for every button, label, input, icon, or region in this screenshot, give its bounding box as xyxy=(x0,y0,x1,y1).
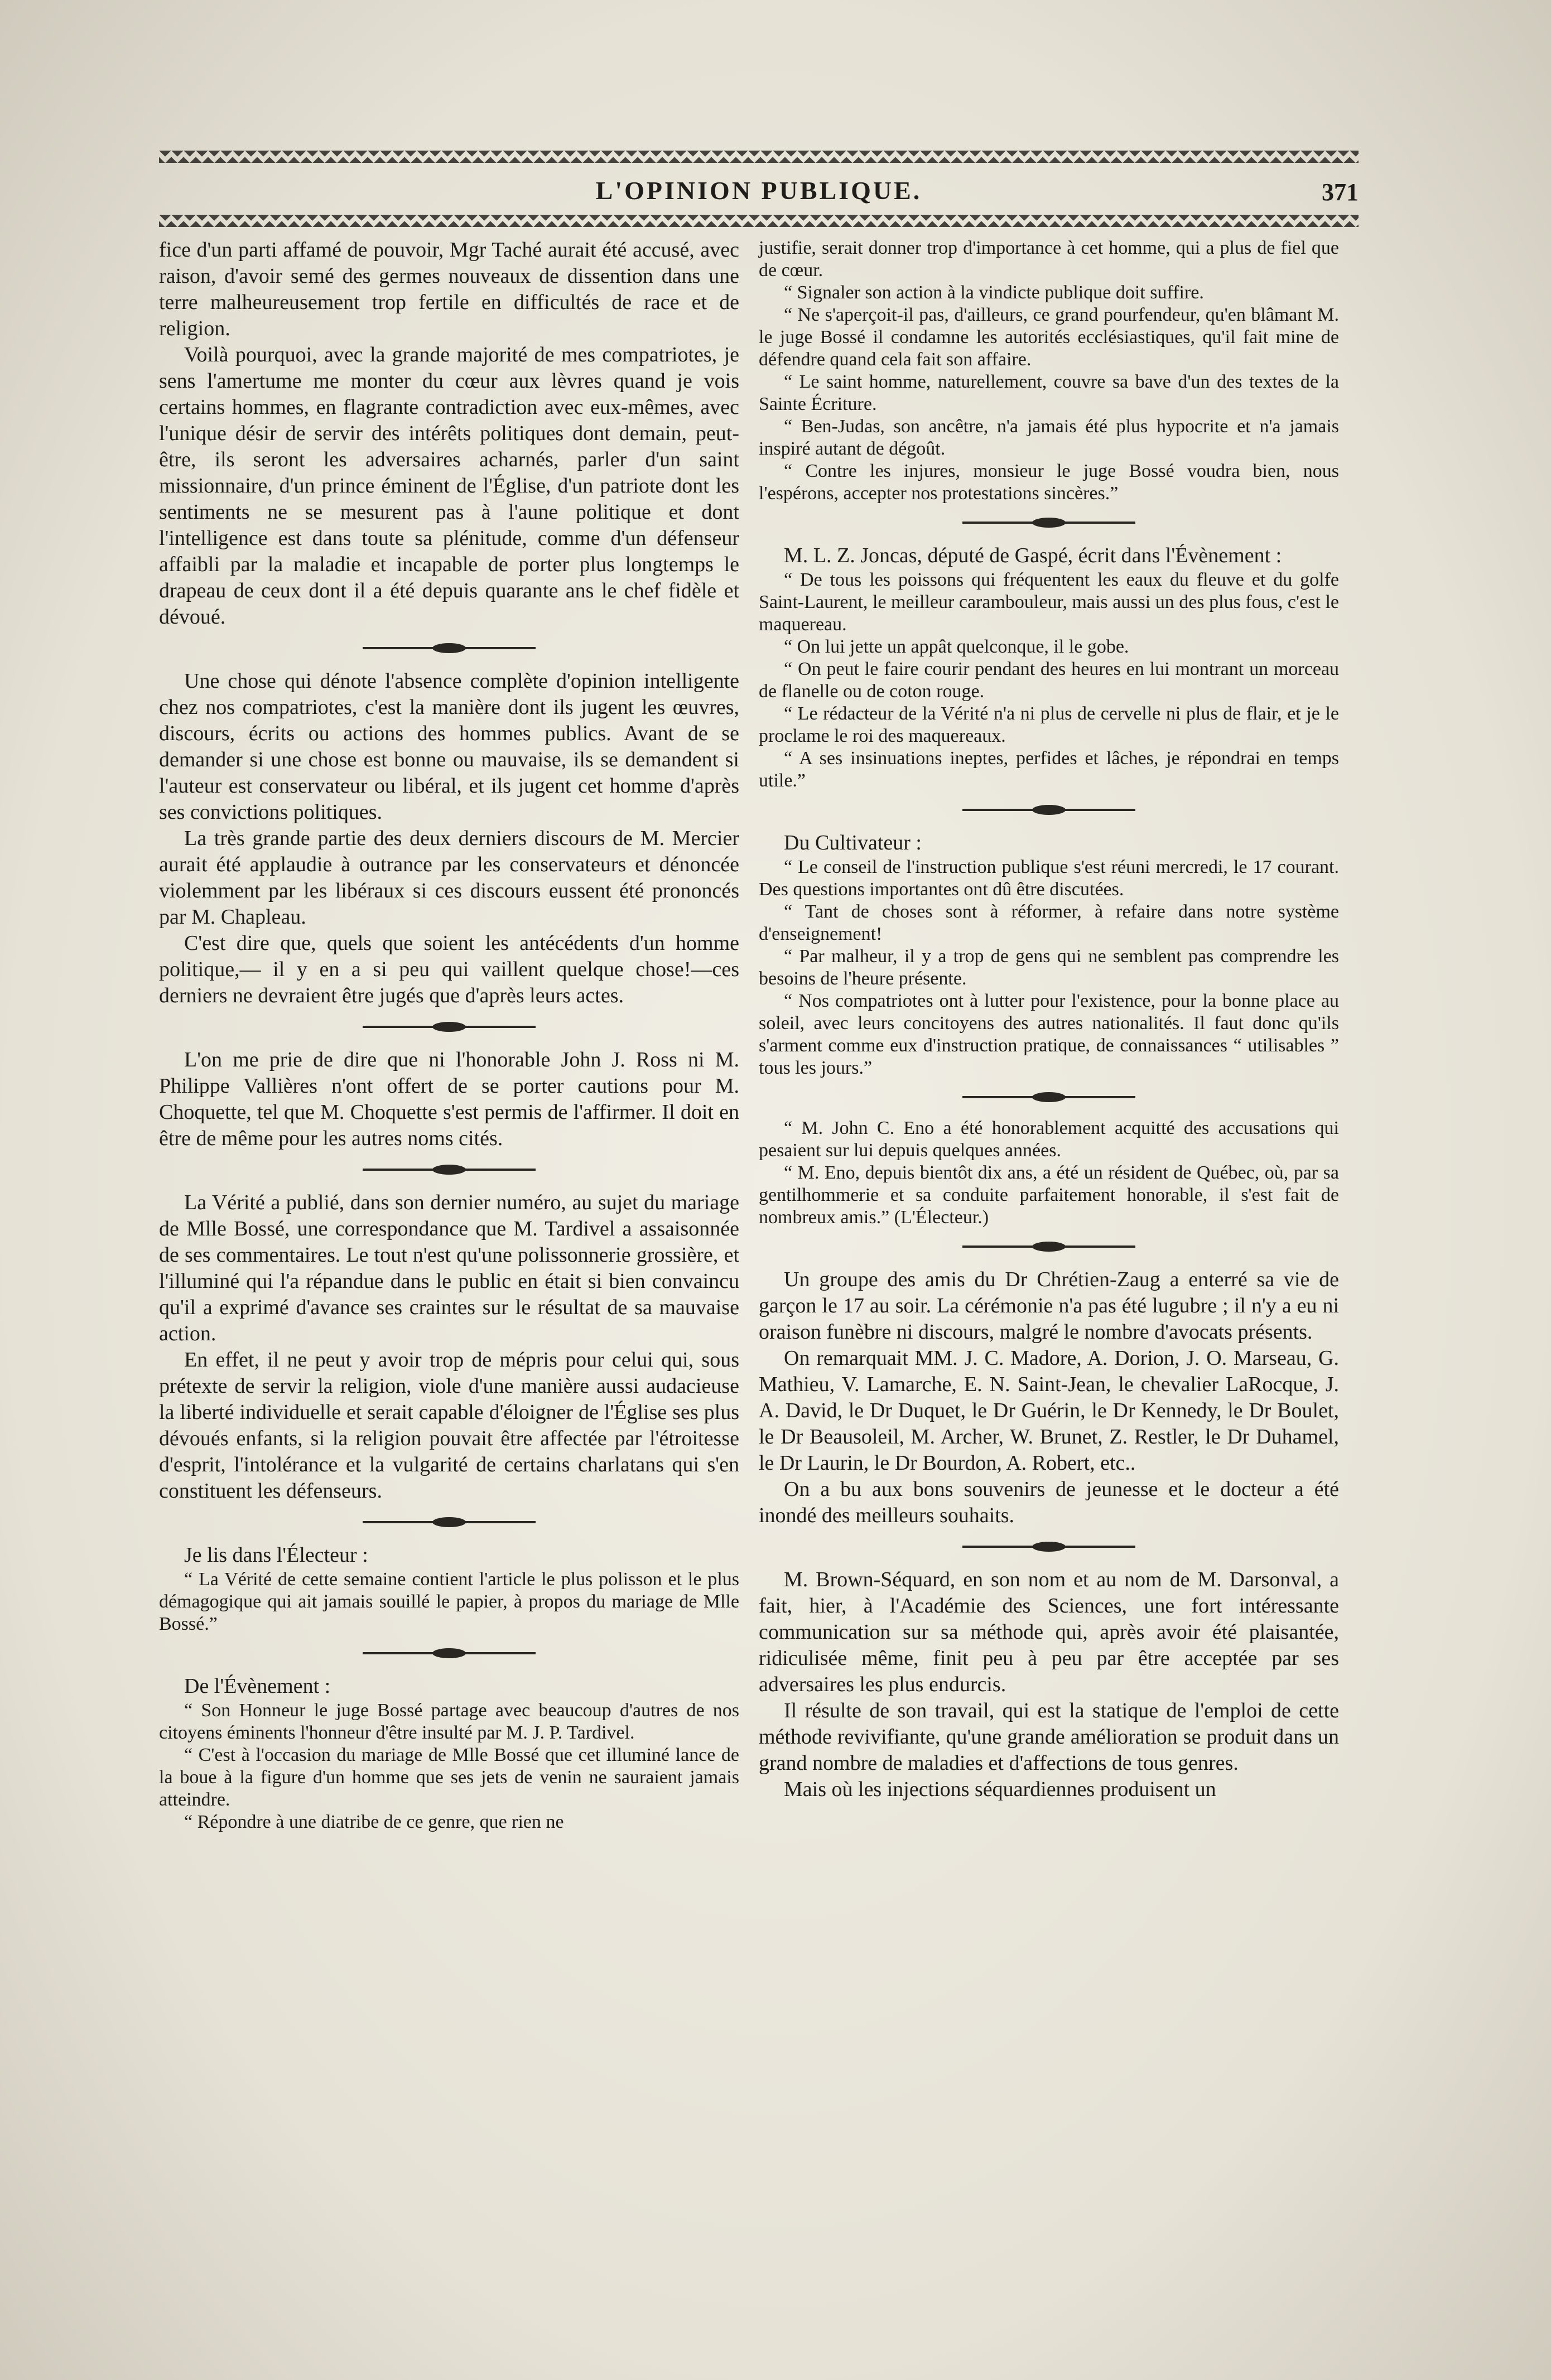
article-paragraph: “ Par malheur, il y a trop de gens qui ne semblent pas comprendre les besoins de l'heure présente. xyxy=(759,946,1339,989)
article-paragraph: “ Ben-Judas, son ancêtre, n'a jamais été plus hypocrite et n'a jamais inspiré autant de dégoût. xyxy=(759,416,1339,459)
article-paragraph: De l'Évènement : xyxy=(184,1674,331,1698)
article-paragraph: “ Son Honneur le juge Bossé partage avec beaucoup d'autres de nos citoyens éminents l'honneur d'être insulté par M. J. P. Tardivel. xyxy=(159,1700,739,1743)
section-divider xyxy=(363,1521,536,1523)
article-paragraph: “ Le rédacteur de la Vérité n'a ni plus de cervelle ni plus de flair, et je le proclame le roi des maquereaux. xyxy=(759,703,1339,746)
right-column xyxy=(759,237,1339,1803)
article-paragraph: “ Le conseil de l'instruction publique s'est réuni mercredi, le 17 courant. Des questions importantes ont dû être discutées. xyxy=(759,857,1339,900)
article-paragraph: “ On peut le faire courir pendant des heures en lui montrant un morceau de flanelle ou de coton rouge. xyxy=(759,659,1339,702)
page-header xyxy=(159,176,1359,209)
article-paragraph: “ On lui jette un appât quelconque, il le gobe. xyxy=(784,636,1129,657)
article-paragraph: On remarquait MM. J. C. Madore, A. Dorion, J. O. Marseau, G. Mathieu, V. Lamarche, E. N. Saint-Jean, le chevalier LaRocque, J. A. David, le Dr Duquet, le Dr Guérin, le Dr Kennedy, le Dr Boulet, le Dr Beausoleil, M. Archer, W. Brunet, Z. Restler, le Dr Duhamel, le Dr Laurin, le Dr Bourdon, A. Robert, etc.. xyxy=(759,1346,1339,1475)
article-paragraph: “ Ne s'aperçoit-il pas, d'ailleurs, ce grand pourfendeur, qu'en blâmant M. le juge Bossé il condamne les autorités ecclésiastiques, qu'il fait mine de défendre quand cela fait son affaire. xyxy=(759,305,1339,370)
bottom-ornamental-rule xyxy=(159,215,1359,227)
article-paragraph: Voilà pourquoi, avec la grande majorité de mes compatriotes, je sens l'amertume me monter du cœur aux lèvres quand je vois certains hommes, en flagrante contradiction avec eux-mêmes, avec l'unique désir de servir des intérêts politiques dont demain, peut-être, ils seront les adversaires acharnés, parler d'un saint missionnaire, d'un prince éminent de l'Église, d'un patriote dont les sentiments ne se mesurent pas à l'aune politique et dont l'intelligence est dans toute sa plénitude, comme d'un défenseur affaibli par la maladie et incapable de porter plus longtemps le drapeau de ceux dont il a été depuis quarante ans le chef fidèle et dévoué. xyxy=(159,343,739,629)
article-paragraph: On a bu aux bons souvenirs de jeunesse et le docteur a été inondé des meilleurs souhaits. xyxy=(759,1478,1339,1527)
article-paragraph: “ De tous les poissons qui fréquentent les eaux du fleuve et du golfe Saint-Laurent, le meilleur carambouleur, mais aussi un des plus fous, c'est le maquereau. xyxy=(759,569,1339,635)
article-paragraph: “ Contre les injures, monsieur le juge Bossé voudra bien, nous l'espérons, accepter nos protestations sincères.” xyxy=(759,461,1339,504)
article-paragraph: “ Le saint homme, naturellement, couvre sa bave d'un des textes de la Sainte Écriture. xyxy=(759,371,1339,414)
article-paragraph: M. Brown-Séquard, en son nom et au nom de M. Darsonval, a fait, hier, à l'Académie des Sciences, une fort intéressante communication sur sa méthode qui, après avoir été plaisantée, ridiculisée même, finit peu à peu par être acceptée par ses adversaires les plus endurcis. xyxy=(759,1568,1339,1696)
article-paragraph: M. L. Z. Joncas, député de Gaspé, écrit dans l'Évènement : xyxy=(784,544,1282,567)
section-divider xyxy=(363,1169,536,1171)
article-paragraph: La très grande partie des deux derniers discours de M. Mercier aurait été applaudie à outrance par les conservateurs et dénoncée violemment par les libéraux si ces discours eussent été prononcés par M. Chapleau. xyxy=(159,827,739,929)
article-paragraph: “ A ses insinuations ineptes, perfides et lâches, je répondrai en temps utile.” xyxy=(759,748,1339,791)
article-paragraph: “ M. Eno, depuis bientôt dix ans, a été un résident de Québec, où, par sa gentilhommerie et sa conduite parfaitement honorable, il s'est fait de nombreux amis.” (L'Électeur.) xyxy=(759,1162,1339,1228)
article-paragraph: “ La Vérité de cette semaine contient l'article le plus polisson et le plus démagogique qui ait jamais souillé le papier, à propos du mariage de Mlle Bossé.” xyxy=(159,1569,739,1634)
article-paragraph: Un groupe des amis du Dr Chrétien-Zaug a enterré sa vie de garçon le 17 au soir. La cérémonie n'a pas été lugubre ; il n'y a eu ni oraison funèbre ni discours, malgré le nombre d'avocats présents. xyxy=(759,1268,1339,1344)
article-paragraph: Mais où les injections séquardiennes produisent un xyxy=(784,1778,1216,1801)
article-paragraph: “ Tant de choses sont à réformer, à refaire dans notre système d'enseignement! xyxy=(759,901,1339,944)
section-divider xyxy=(962,1546,1135,1548)
page-number: 371 xyxy=(1322,178,1359,206)
article-paragraph: L'on me prie de dire que ni l'honorable John J. Ross ni M. Philippe Vallières n'ont offert de se porter cautions pour M. Choquette, tel que M. Choquette s'est permis de l'affirmer. Il doit en être de même pour les autres noms cités. xyxy=(159,1048,739,1150)
section-divider xyxy=(962,522,1135,524)
left-column xyxy=(159,237,739,1833)
article-paragraph: fice d'un parti affamé de pouvoir, Mgr Taché aurait été accusé, avec raison, d'avoir semé des germes nouveaux de dissention dans une terre malheureusement trop fertile en difficultés de race et de religion. xyxy=(159,238,739,340)
article-paragraph: “ C'est à l'occasion du mariage de Mlle Bossé que cet illuminé lance de la boue à la figure d'un homme que ses jets de venin ne sauraient jamais atteindre. xyxy=(159,1745,739,1810)
article-paragraph: “ Signaler son action à la vindicte publique doit suffire. xyxy=(784,282,1204,303)
article-paragraph: “ Nos compatriotes ont à lutter pour l'existence, pour la bonne place au soleil, avec leurs concitoyens des autres nationalités. Il faut donc qu'ils s'arment comme eux d'instruction pratique, de connaissances “ utilisables ” tous les jours.” xyxy=(759,991,1339,1078)
section-divider xyxy=(962,1096,1135,1098)
section-divider xyxy=(962,1245,1135,1248)
article-paragraph: “ M. John C. Eno a été honorablement acquitté des accusations qui pesaient sur lui depuis quelques années. xyxy=(759,1118,1339,1161)
section-divider xyxy=(363,1652,536,1654)
article-paragraph: justifie, serait donner trop d'importance à cet homme, qui a plus de fiel que de cœur. xyxy=(759,238,1339,281)
section-divider xyxy=(363,1026,536,1028)
top-ornamental-rule xyxy=(159,151,1359,163)
article-paragraph: Je lis dans l'Électeur : xyxy=(184,1543,368,1567)
article-paragraph: Une chose qui dénote l'absence complète d'opinion intelligente chez nos compatriotes, c'est la manière dont ils jugent les œuvres, discours, écrits ou actions des hommes publics. Avant de se demander si une chose est bonne ou mauvaise, ils se demandent si l'auteur est conservateur ou libéral, et ils jugent cet homme d'après ses convictions politiques. xyxy=(159,669,739,824)
article-paragraph: En effet, il ne peut y avoir trop de mépris pour celui qui, sous prétexte de servir la religion, viole d'une manière aussi audacieuse la liberté individuelle et serait capable d'éloigner de l'Église ses plus dévoués enfants, si la religion pouvait être affectée par l'étroitesse d'esprit, l'intolérance et la vulgarité de certains charlatans qui s'en constituent les défenseurs. xyxy=(159,1348,739,1503)
section-divider xyxy=(363,647,536,649)
article-paragraph: La Vérité a publié, dans son dernier numéro, au sujet du mariage de Mlle Bossé, une correspondance que M. Tardivel a assaisonnée de ses commentaires. Le tout n'est qu'une polissonnerie grossière, et l'illuminé qui l'a répandue dans le public en était si bien convaincu qu'il a exprimé d'avance ses craintes sur le résultat de sa mauvaise action. xyxy=(159,1191,739,1345)
section-divider xyxy=(962,809,1135,811)
article-paragraph: Il résulte de son travail, qui est la statique de l'emploi de cette méthode revivifiante, qu'une grande amélioration se produit dans un grand nombre de maladies et d'affections de tous genres. xyxy=(759,1699,1339,1775)
article-paragraph: “ Répondre à une diatribe de ce genre, que rien ne xyxy=(184,1812,564,1832)
article-paragraph: C'est dire que, quels que soient les antécédents d'un homme politique,— il y en a si peu qui vaillent quelque chose!—ces derniers ne devraient être jugés que d'après leurs actes. xyxy=(159,931,739,1007)
article-paragraph: Du Cultivateur : xyxy=(784,831,922,855)
journal-title: L'OPINION PUBLIQUE. xyxy=(595,176,922,205)
